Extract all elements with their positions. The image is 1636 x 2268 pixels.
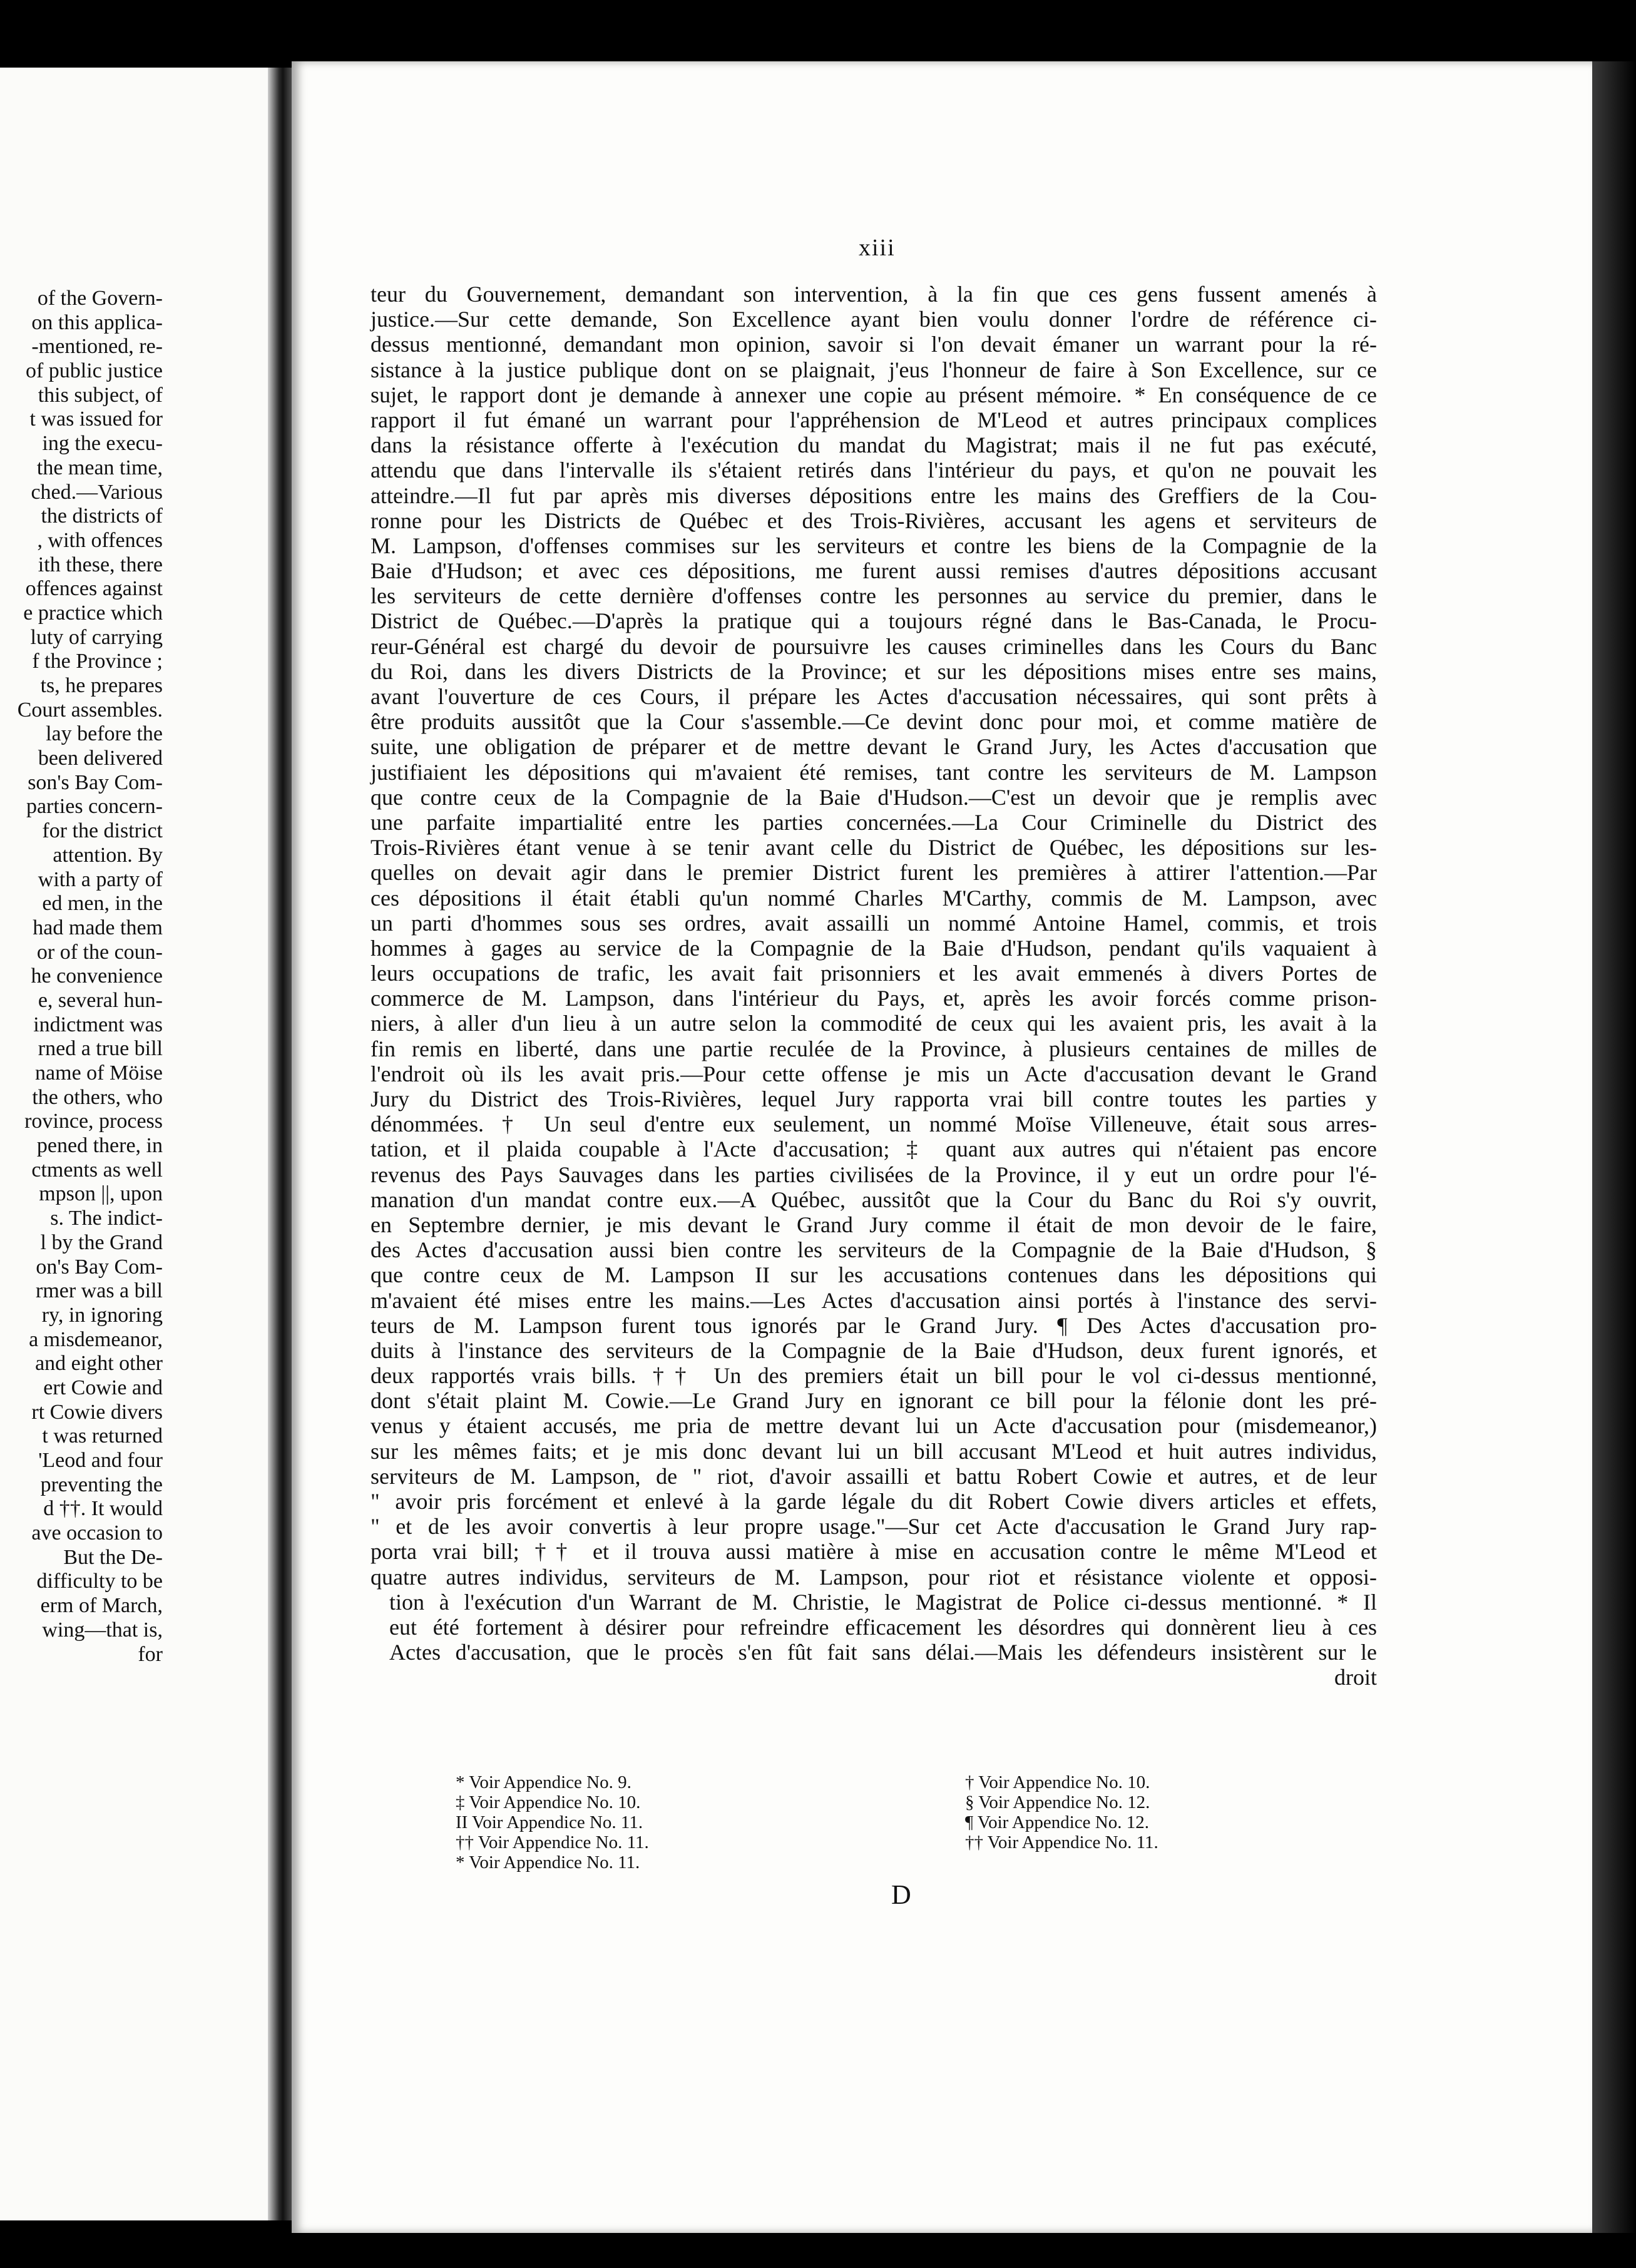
left-page-line: d ††. It would xyxy=(43,1497,163,1521)
text-line: sur les mêmes faits; et je mis donc devant lui un bill accusant M'Leod et huit autres individus, xyxy=(371,1438,1377,1464)
text-line: Baie d'Hudson; et avec ces dépositions, me furent aussi remises d'autres dépositions accusant xyxy=(371,558,1377,584)
text-line: avant l'ouverture de ces Cours, il prépare les Actes d'accusation nécessaires, qui sont prêts à xyxy=(371,684,1377,709)
text-line: suite, une obligation de préparer et de mettre devant le Grand Jury, les Actes d'accusation que xyxy=(371,734,1377,760)
left-page-line: name of Möise xyxy=(35,1061,163,1085)
text-line: " et de les avoir convertis à leur propre usage."—Sur cet Acte d'accusation le Grand Jury rap- xyxy=(371,1514,1377,1540)
text-line: Trois-Rivières étant venue à se tenir avant celle du District de Québec, les dépositions sur les- xyxy=(371,835,1377,861)
text-line: leurs occupations de trafic, les avait fait prisonniers et les avait emmenés à divers Portes de xyxy=(371,961,1377,986)
text-line: reur-Général est chargé du devoir de poursuivre les causes criminelles dans les Cours du Banc xyxy=(371,633,1377,659)
left-page-line: the districts of xyxy=(41,504,163,528)
signature-mark: D xyxy=(891,1879,911,1910)
left-page-line: this subject, of xyxy=(38,383,163,407)
left-page-line: of the Govern- xyxy=(37,287,163,310)
left-page-line: wing—that is, xyxy=(42,1618,163,1642)
left-page-line: Court assembles. xyxy=(17,698,163,722)
text-line: quatre autres individus, serviteurs de M. Lampson, pour riot et résistance violente et opposi- xyxy=(371,1564,1377,1590)
text-line: District de Québec.—D'après la pratique qui a toujours régné dans le Bas-Canada, le Procu- xyxy=(371,608,1377,634)
footnote: ‡ Voir Appendice No. 10. xyxy=(456,1792,641,1812)
text-line: hommes à gages au service de la Compagnie de la Baie d'Hudson, pendant qu'ils vaquaient à xyxy=(371,935,1377,961)
text-line: venus y étaient accusés, me pria de mettre devant lui un Acte d'accusation pour (misdemeanor,) xyxy=(371,1413,1377,1439)
left-page-line: son's Bay Com- xyxy=(28,770,163,794)
footnote: †† Voir Appendice No. 11. xyxy=(456,1832,649,1852)
left-page-line: rt Cowie divers xyxy=(31,1400,163,1424)
text-line: fin remis en liberté, dans une partie reculée de la Province, à plusieurs centaines de milles de xyxy=(371,1036,1377,1061)
text-line: tation, et il plaida coupable à l'Acte d'accusation; ‡ quant aux autres qui n'étaient pas encore xyxy=(371,1137,1377,1162)
text-line: que contre ceux de la Compagnie de la Baie d'Hudson.—C'est un devoir que je remplis avec xyxy=(371,784,1377,810)
text-line: tion à l'exécution d'un Warrant de M. Christie, le Magistrat de Police ci-dessus mentionné. * Il xyxy=(389,1589,1377,1615)
left-page xyxy=(0,68,268,2220)
left-page-line: ry, in ignoring xyxy=(41,1303,163,1327)
text-line: droit xyxy=(1334,1665,1377,1690)
text-line: dans la résistance offerte à l'exécution du mandat du Magistrat; mais il ne fut pas exécuté, xyxy=(371,432,1377,458)
text-line: attendu que dans l'intervalle ils s'étaient retirés dans l'intérieur du pays, et qu'on ne pouvait les xyxy=(371,457,1377,483)
left-page-line: on's Bay Com- xyxy=(36,1255,163,1279)
text-line: justifiaient les dépositions qui m'avaient été remises, tant contre les serviteurs de M. Lampson xyxy=(371,759,1377,785)
text-line: une parfaite impartialité entre les parties concernées.—La Cour Criminelle du District des xyxy=(371,809,1377,835)
text-line: les serviteurs de cette dernière d'offenses contre les personnes au service du premier, dans le xyxy=(371,583,1377,609)
left-page-line: , with offences xyxy=(37,528,163,552)
text-line: m'avaient été mises entre les mains.—Les Actes d'accusation ainsi portés à l'instance des servi- xyxy=(371,1287,1377,1313)
left-page-line: ctments as well xyxy=(31,1158,163,1182)
left-page-line: for the district xyxy=(42,819,163,843)
body-text xyxy=(371,282,1377,1690)
text-line: atteindre.—Il fut par après mis diverses dépositions entre les mains des Greffiers de la Cou- xyxy=(371,483,1377,508)
text-line: eut été fortement à désirer pour refreindre efficacement les désordres qui donnèrent lieu à ces xyxy=(389,1614,1377,1640)
text-line: quelles on devait agir dans le premier District furent les premières à attirer l'attention.—Par xyxy=(371,860,1377,886)
text-line: sujet, le rapport dont je demande à annexer une copie au présent mémoire. * En conséquence de ce xyxy=(371,382,1377,407)
text-line: un parti d'hommes sous ses ordres, avait assailli un nommé Antoine Hamel, commis, et trois xyxy=(371,910,1377,936)
left-page-line: rovince, process xyxy=(24,1110,163,1133)
left-page-line: -mentioned, re- xyxy=(31,335,163,359)
text-line: teur du Gouvernement, demandant son intervention, à la fin que ces gens fussent amenés à xyxy=(371,282,1377,307)
left-page-line: e practice which xyxy=(23,601,163,625)
left-page-line: or of the coun- xyxy=(36,940,163,964)
text-line: du Roi, dans les divers Districts de la Province; et sur les dépositions mises entre ses mains, xyxy=(371,658,1377,684)
left-page-line: ts, he prepares xyxy=(40,674,163,697)
left-page-line: of public justice xyxy=(25,359,163,383)
left-page-line: offences against xyxy=(25,577,163,601)
left-page-line: ith these, there xyxy=(38,553,163,576)
text-line: rapport il fut émané un warrant pour l'appréhension de M'Leod et autres principaux complices xyxy=(371,407,1377,432)
left-page-line: on this applica- xyxy=(31,310,163,334)
text-line: ces dépositions il était établi qu'un nommé Charles M'Carthy, commis de M. Lampson, avec xyxy=(371,885,1377,911)
left-page-line: ave occasion to xyxy=(31,1521,163,1545)
left-page-line: t was issued for xyxy=(29,407,163,431)
left-page-line: preventing the xyxy=(40,1473,163,1496)
text-line: l'endroit où ils les avait pris.—Pour cette offense je mis un Acte d'accusation devant le Grand xyxy=(371,1061,1377,1086)
text-line: des Actes d'accusation aussi bien contre les serviteurs de la Compagnie de la Baie d'Hudson, § xyxy=(371,1237,1377,1263)
left-page-line: and eight other xyxy=(35,1352,163,1376)
left-page-text xyxy=(0,287,163,1667)
footnote: ¶ Voir Appendice No. 12. xyxy=(965,1812,1149,1832)
left-page-line: 'Leod and four xyxy=(38,1449,163,1472)
left-page-line: parties concern- xyxy=(26,795,163,819)
left-page-line: indictment was xyxy=(33,1013,163,1036)
left-page-line: difficulty to be xyxy=(36,1570,163,1593)
left-page-line: erm of March, xyxy=(40,1594,163,1618)
left-page-line: luty of carrying xyxy=(30,625,163,649)
left-page-line: mpson ||, upon xyxy=(39,1182,163,1206)
footnote: * Voir Appendice No. 11. xyxy=(456,1852,640,1872)
left-page-line: l by the Grand xyxy=(40,1230,163,1254)
left-page-line: But the De- xyxy=(63,1545,163,1569)
footnotes-right xyxy=(965,1772,1158,1852)
left-page-line: with a party of xyxy=(38,867,163,891)
text-line: serviteurs de M. Lampson, de " riot, d'avoir assailli et battu Robert Cowie et autres, et de leur xyxy=(371,1463,1377,1489)
text-line: que contre ceux de M. Lampson II sur les accusations contenues dans les dépositions qui xyxy=(371,1262,1377,1288)
text-line: dénommées. † Un seul d'entre eux seulement, un nommé Moïse Villeneuve, était sous arres- xyxy=(371,1111,1377,1137)
left-page-line: s. The indict- xyxy=(50,1207,163,1230)
footnotes-left xyxy=(456,1772,649,1872)
footnote: † Voir Appendice No. 10. xyxy=(965,1772,1150,1792)
text-line: M. Lampson, d'offenses commises sur les serviteurs et contre les biens de la Compagnie de la xyxy=(371,533,1377,558)
text-line: justice.—Sur cette demande, Son Excellence ayant bien voulu donner l'ordre de référence ci- xyxy=(371,307,1377,332)
text-line: dessus mentionné, demandant mon opinion, savoir si l'on devait émaner un warrant pour la ré- xyxy=(371,332,1377,357)
text-line: Actes d'accusation, que le procès s'en fût fait sans délai.—Mais les défendeurs insistèrent sur le xyxy=(389,1640,1377,1665)
left-page-line: the mean time, xyxy=(36,456,163,479)
text-line: être produits aussitôt que la Cour s'assemble.—Ce devint donc pour moi, et comme matière de xyxy=(371,709,1377,735)
page-number: xiii xyxy=(859,235,896,261)
left-page-line: ert Cowie and xyxy=(43,1376,163,1399)
text-line: manation d'un mandat contre eux.—A Québec, aussitôt que la Cour du Banc du Roi s'y ouvrit, xyxy=(371,1187,1377,1212)
left-page-line: e, several hun- xyxy=(38,988,163,1012)
footnote: II Voir Appendice No. 11. xyxy=(456,1812,643,1832)
left-page-line: been delivered xyxy=(38,747,163,770)
left-page-line: ing the execu- xyxy=(42,432,163,456)
left-page-line: f the Province ; xyxy=(32,650,163,673)
left-page-line: a misdemeanor, xyxy=(29,1327,163,1351)
left-page-line: ched.—Various xyxy=(31,480,163,504)
text-line: niers, à aller d'un lieu à un autre selon la commodité de ceux qui les avaient pris, les avait à la xyxy=(371,1011,1377,1036)
text-line: dont s'était plaint M. Cowie.—Le Grand Jury en ignorant ce bill pour la félonie dont les pré- xyxy=(371,1388,1377,1414)
text-line: duits à l'instance des serviteurs de la Compagnie de la Baie d'Hudson, deux furent ignorés, et xyxy=(371,1337,1377,1363)
left-page-line: t was returned xyxy=(42,1424,163,1448)
left-page-line: he convenience xyxy=(31,964,163,988)
footnote: § Voir Appendice No. 12. xyxy=(965,1792,1150,1812)
left-page-line: pened there, in xyxy=(36,1134,163,1158)
left-page-line: attention. By xyxy=(53,843,163,867)
text-line: commerce de M. Lampson, dans l'intérieur du Pays, et, après les avoir forcés comme prison- xyxy=(371,986,1377,1011)
text-line: Jury du District des Trois-Rivières, lequel Jury rapporta vrai bill contre toutes les parties y xyxy=(371,1086,1377,1111)
text-line: teurs de M. Lampson furent tous ignorés par le Grand Jury. ¶ Des Actes d'accusation pro- xyxy=(371,1312,1377,1338)
book-gutter xyxy=(268,68,293,2220)
left-page-line: rmer was a bill xyxy=(36,1279,163,1303)
footnote: †† Voir Appendice No. 11. xyxy=(965,1832,1158,1852)
left-page-line: ed men, in the xyxy=(42,892,163,916)
text-line: en Septembre dernier, je mis devant le Grand Jury comme il était de mon devoir de le faire, xyxy=(371,1212,1377,1237)
left-page-line: the others, who xyxy=(32,1085,163,1109)
left-page-line: lay before the xyxy=(46,722,163,746)
text-line: porta vrai bill; †† et il trouva aussi matière à mise en accusation contre le même M'Leod et xyxy=(371,1539,1377,1565)
left-page-line: for xyxy=(138,1642,163,1666)
left-page-line: had made them xyxy=(33,916,163,939)
text-line: deux rapportés vrais bills. †† Un des premiers était un bill pour le vol ci-dessus mentionné, xyxy=(371,1363,1377,1389)
page-edge xyxy=(1592,61,1636,2233)
text-line: " avoir pris forcément et enlevé à la garde légale du dit Robert Cowie divers articles et effets, xyxy=(371,1489,1377,1514)
left-page-line: rned a true bill xyxy=(38,1037,163,1061)
text-line: sistance à la justice publique dont on se plaignait, j'eus l'honneur de faire à Son Excellence, sur ce xyxy=(371,357,1377,382)
text-line: ronne pour les Districts de Québec et des Trois-Rivières, accusant les agens et serviteurs de xyxy=(371,508,1377,533)
footnote: * Voir Appendice No. 9. xyxy=(456,1772,631,1792)
text-line: revenus des Pays Sauvages dans les parties civilisées de la Province, il y eut un ordre pour l'é- xyxy=(371,1162,1377,1187)
